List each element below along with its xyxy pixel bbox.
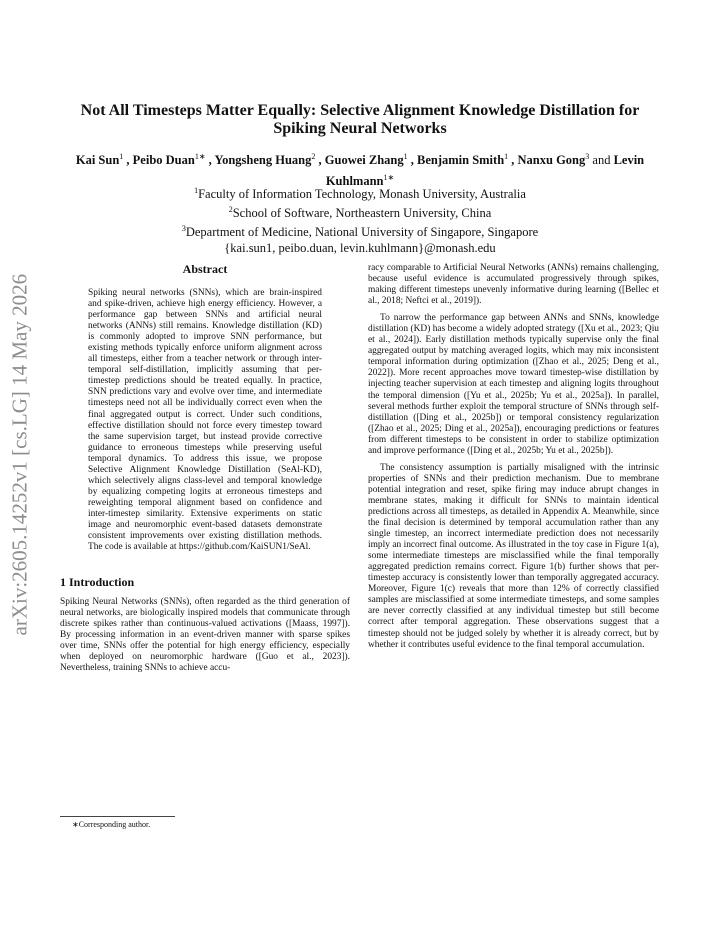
affiliation-text: Faculty of Information Technology, Monash University, Australia	[198, 187, 526, 202]
affiliation-text: Department of Medicine, National University of Singapore, Singapore	[185, 225, 539, 240]
author: Nanxu Gong	[517, 153, 586, 168]
footnote-rule	[60, 816, 175, 817]
footnote: ∗Corresponding author.	[72, 820, 151, 829]
author-list: Kai Sun$^1$ , Peibo Duan$^{1∗}$ , Yongsheng Huang$^2$ , Guowei Zhang$^1$ , Benjamin Smith$^1$ , Nanxu Gong$^3$ and Levin Kuhlmann$^{1∗}$	[75, 152, 645, 189]
author-mark: 1	[504, 152, 509, 161]
intro-paragraph-1-left: Spiking Neural Networks (SNNs), often regarded as the third generation of neural networks, are biologically inspired models that communicate through discrete spikes rather than continuous-valued activations ([Maass, 1997]). By processing information in an event-driven manner with sparse spikes over time, SNNs offer the potential for high energy efficiency, especially when deployed on neuromorphic hardware ([Guo et al., 2023]). Nevertheless, training SNNs to achieve accu-	[60, 597, 350, 674]
right-column	[368, 263, 659, 657]
title-line-1: Not All Timesteps Matter Equally: Selective Alignment Knowledge Distillation for	[80, 102, 640, 119]
author-mark: 1	[119, 152, 124, 161]
introduction-heading: 1 Introduction	[60, 575, 135, 590]
intro-paragraph-3: The consistency assumption is partially misaligned with the intrinsic properties of SNNs and their prediction mechanism. Due to membrane potential integration and reset, spike firing may induce abrupt changes in membrane states, making it difficult for SNNs to maintain identical predictions across all timesteps, as detailed in Appendix A. Meanwhile, since the final decision is determined by temporal accumulation rather than any single timestep, an incorrect intermediate prediction does not necessarily imply an incorrect final outcome. As illustrated in the toy case in Figure 1(a), some intermediate timesteps are misclassified while the final temporally aggregated prediction remains correct. Figure 1(b) further shows that per-timestep accuracy is consistently lower than temporally aggregated accuracy. Moreover, Figure 1(c) reveals that more than 12% of correctly classified samples are misclassified at some intermediate timesteps, and some samples are never correctly classified at any individual timestep but still become correct after temporal aggregation. These observations suggest that a timestep should not be judged solely by whether it is already correct, but by whether it contributes useful evidence to the final temporal accumulation.	[368, 462, 659, 650]
affiliation	[60, 183, 660, 202]
author: Kai Sun	[75, 153, 120, 168]
email: {kai.sun1, peibo.duan, levin.kuhlmann}@monash.edu	[224, 241, 496, 256]
left-column	[60, 262, 350, 680]
affiliation	[60, 221, 660, 240]
title-line-2: Spiking Neural Networks	[273, 120, 447, 137]
author: Yongsheng Huang	[214, 153, 312, 168]
arxiv-identifier: arXiv:2605.14252v1 [cs.LG] 14 May 2026	[7, 273, 32, 636]
abstract-heading: Abstract	[182, 262, 228, 276]
author-mark: 1∗	[194, 152, 206, 161]
author-mark: 1∗	[383, 173, 395, 183]
affiliation	[60, 202, 660, 221]
affiliation-text: School of Software, Northeastern University, China	[232, 206, 492, 221]
author-mark: 3	[585, 152, 590, 161]
abstract-text: Spiking neural networks (SNNs), which are brain-inspired and spike-driven, achieve high energy efficiency. However, a performance gap between SNNs and artificial neural networks (ANNs) still remains. Knowledge distillation (KD) is commonly adopted to improve SNN performance, but existing methods typically enforce uniform alignment across all timesteps, either from a teacher network or through inter-temporal self-distillation, implicitly assuming that per-timestep predictions should be treated equally. In practice, SNN predictions vary and evolve over time, and intermediate timesteps need not all be individually correct even when the final aggregated output is correct. Under such conditions, effective distillation should not force every timestep toward the same supervision target, but instead provide corrective guidance to erroneous timesteps while preserving useful temporal dynamics. To address this issue, we propose Selective Alignment Knowledge Distillation (SeAl-KD), which selectively aligns class-level and temporal knowledge by equalizing competing logits at erroneous timesteps and reweighting temporal alignment based on confidence and inter-timestep similarity. Extensive experiments on static image and neuromorphic event-based datasets demonstrate consistent improvements over existing distillation methods. The code is available at https://github.com/KaiSUN1/SeAl.	[88, 288, 322, 553]
paper-title	[60, 102, 660, 138]
author: Benjamin Smith	[416, 153, 505, 168]
affiliations	[60, 183, 660, 256]
affiliation-mark: 2	[228, 205, 233, 215]
author-mark: 1	[403, 152, 408, 161]
author-mark: 2	[311, 152, 316, 161]
affiliation-mark: 3	[181, 224, 186, 234]
author: Levin Kuhlmann	[325, 153, 645, 189]
intro-paragraph-1-right: racy comparable to Artificial Neural Networks (ANNs) remains challenging, because useful evidence is accumulated progressively through spikes, making different timesteps unevenly informative during learning ([Bellec et al., 2018; Neftci et al., 2019]).	[368, 263, 659, 307]
author: Guowei Zhang	[324, 153, 404, 168]
affiliation-mark: 1	[194, 186, 199, 195]
author: Peibo Duan	[132, 153, 195, 168]
intro-paragraph-2: To narrow the performance gap between ANNs and SNNs, knowledge distillation (KD) has become a widely adopted strategy ([Xu et al., 2023; Qiu et al., 2024]). Early distillation methods typically supervise only the final aggregated output by matching averaged logits, which may mix inconsistent temporal information during optimization ([Zhao et al., 2025; Deng et al., 2022]). More recent approaches move toward timestep-wise distillation by injecting teacher supervision at each timestep and aligning logits throughout the temporal dimension ([Yu et al., 2025b; Yu et al., 2025a]). In parallel, several methods further exploit the temporal structure of SNNs through self-distillation ([Ding et al., 2025b]) or temporal consistency regularization ([Zhao et al., 2025; Ding et al., 2025a]), encouraging predictions or features from different timesteps to be consistent in order to stabilize optimization and improve performance ([Ding et al., 2025b; Yu et al., 2025b]).	[368, 313, 659, 456]
